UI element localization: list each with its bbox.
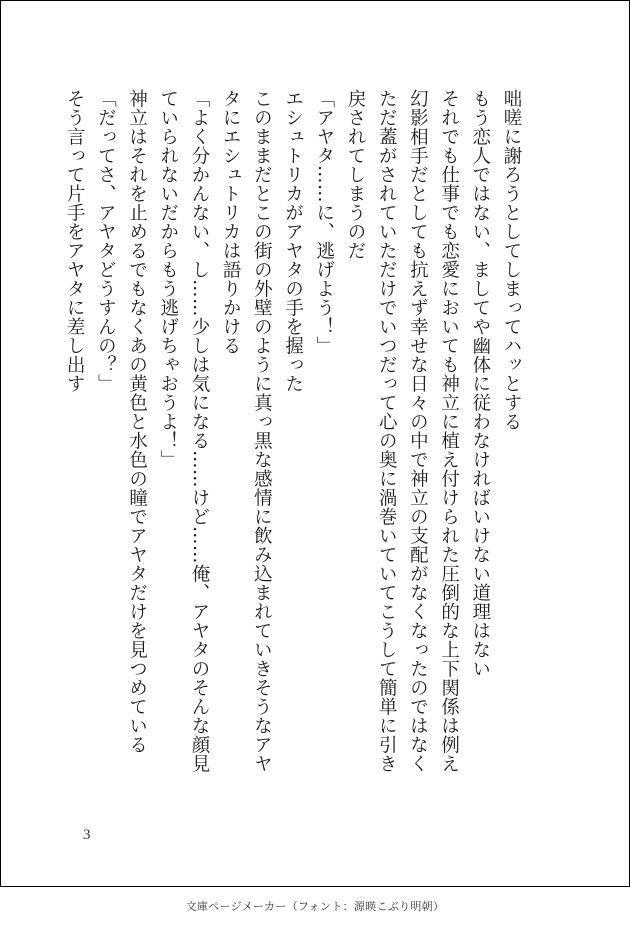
vertical-text-body	[64, 89, 527, 849]
text-line: 「だってさ、アヤタどうすんの？」	[95, 89, 117, 393]
text-line: このままだとこの街の外壁のように真っ黒な感情に飲み込まれていきそうなアヤ	[251, 89, 273, 773]
page-number: 3	[83, 827, 91, 843]
text-line: 「アヤタ……に、逃げよう！」	[313, 89, 335, 355]
text-line: 戻されてしまうのだ	[344, 89, 366, 260]
text-line: 幻影相手だとしても抗えず幸せな日々の中で神立の支配がなくなったのではなく	[407, 89, 429, 773]
text-line: タにエシュトリカは語りかける	[220, 89, 242, 355]
text-line: そう言って片手をアヤタに差し出す	[64, 89, 86, 393]
footer-caption: 文庫ページメーカー（フォント：源暎こぶり明朝）	[185, 900, 445, 913]
text-line: ただ蓋がされていただけでいつだって心の奥に渦巻いていてこうして簡単に引き	[376, 89, 398, 773]
text-line: もう恋人ではない、ましてや幽体に従わなければいけない道理はない	[469, 89, 491, 678]
text-line: エシュトリカがアヤタの手を握った	[282, 89, 304, 393]
text-line: 「よく分かんない、し……少しは気になる……けど……俺、アヤタのそんな顔見	[188, 89, 210, 773]
text-line: それでも仕事でも恋愛においても神立に植え付けられた圧倒的な上下関係は例え	[438, 89, 460, 773]
text-line: 神立はそれを止めるでもなくあの黄色と水色の瞳でアヤタだけを見つめている	[126, 89, 148, 754]
text-line: ていられないだからもう逃げちゃおうよ！」	[157, 89, 179, 469]
text-line: 咄嗟に謝ろうとしてしまってハッとする	[501, 89, 522, 431]
